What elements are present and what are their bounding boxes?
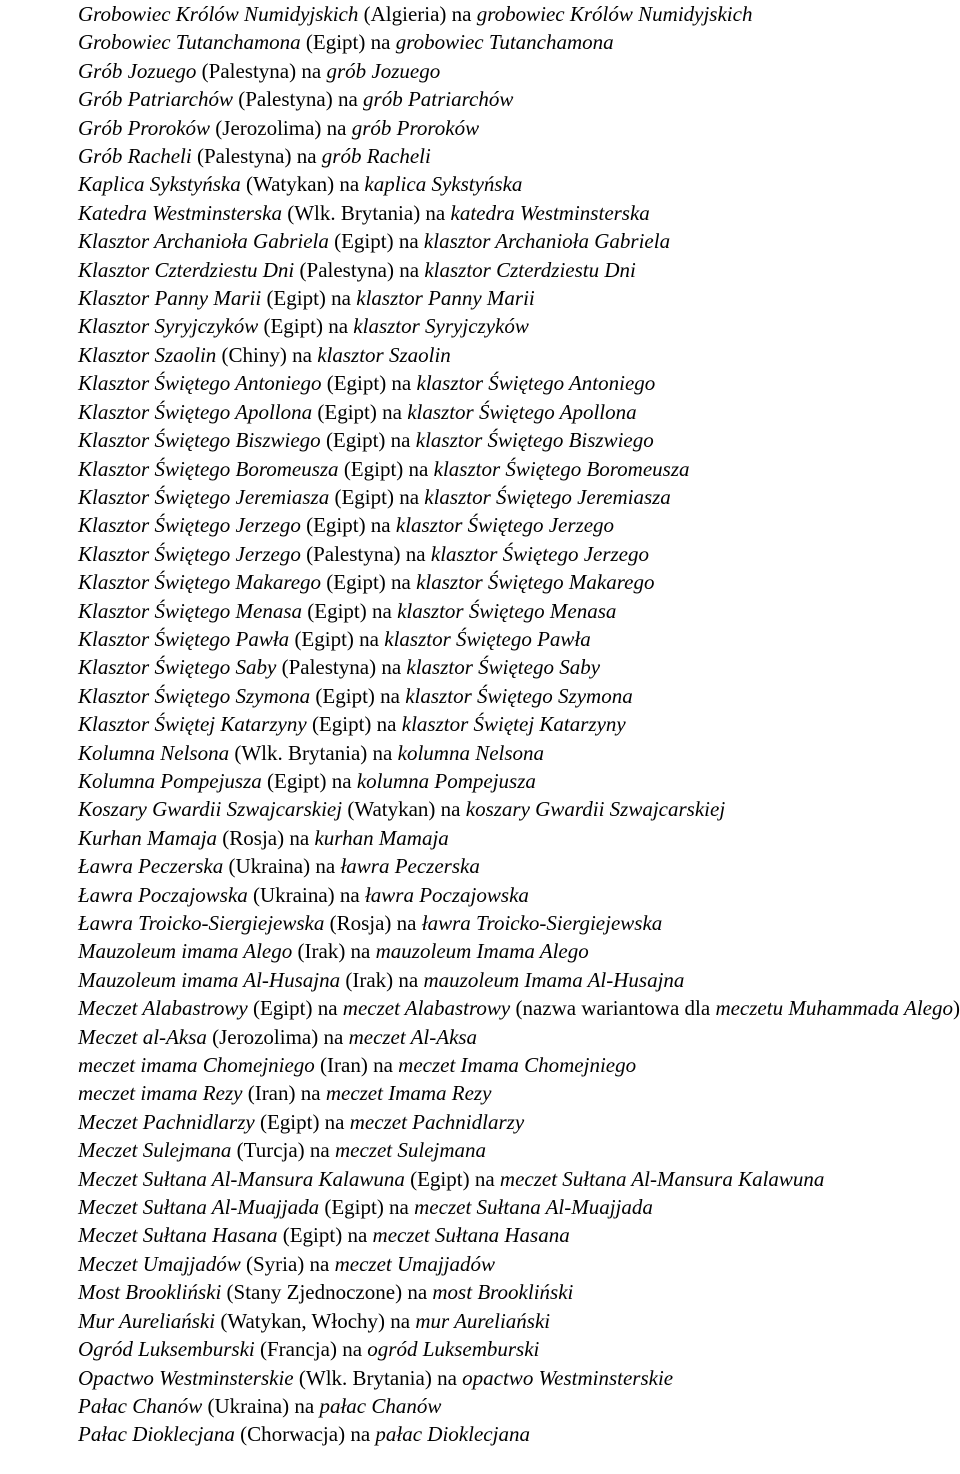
entry-line (0, 0, 960, 28)
entry-line (0, 1108, 960, 1136)
entry-term: klasztor Świętego Jerzego (395, 513, 615, 538)
entry-connector: (Egipt) na (300, 513, 396, 538)
entry-line (0, 1221, 960, 1249)
entry-term: Ogród Luksemburski (78, 1337, 255, 1362)
entry-term: meczet Alabastrowy (342, 996, 511, 1021)
entry-term: meczet Al-Aksa (348, 1024, 478, 1049)
entry-term: mauzoleum Imama Alego (375, 939, 589, 964)
entry-line (0, 625, 960, 653)
entry-connector: (Rosja) na (217, 825, 315, 850)
entry-term: pałac Dioklecjana (375, 1422, 530, 1447)
entry-term: Ławra Troicko-Siergiejewska (78, 911, 325, 935)
entry-connector: (Francja) na (254, 1337, 368, 1362)
entry-term: Ławra Poczajowska (78, 882, 248, 907)
entry-term: klasztor Świętego Jerzego (430, 541, 650, 566)
entry-connector: (Egipt) na (254, 1109, 350, 1134)
entry-connector: (Ukraina) na (247, 882, 365, 907)
entry-term: Meczet Alabastrowy (78, 996, 248, 1021)
entry-term: mur Aureliański (415, 1308, 551, 1333)
entry-connector: (Egipt) na (247, 996, 343, 1021)
entry-connector: (Wlk. Brytania) na (281, 200, 451, 225)
entry-term: grobowiec Królów Numidyjskich (476, 2, 753, 26)
entry-term: klasztor Świętego Apollona (407, 399, 637, 424)
entry-term: meczet Sułtana Al-Muajjada (414, 1195, 653, 1220)
entry-line (0, 1307, 960, 1335)
entry-line (0, 1193, 960, 1221)
entry-connector: (Egipt) na (329, 484, 425, 509)
entry-term: klasztor Syryjczyków (353, 314, 529, 339)
entry-term: Kurhan Mamaja (78, 825, 218, 850)
entry-term: Koszary Gwardii Szwajcarskiej (78, 797, 343, 822)
entry-connector: (Irak) na (292, 939, 376, 964)
entry-term: klasztor Świętego Makarego (416, 570, 655, 595)
entry-term: Kolumna Nelsona (78, 740, 230, 765)
entry-connector: (Palestyna) na (196, 58, 327, 83)
entry-connector: (Watykan) na (240, 172, 365, 197)
entry-term: Klasztor Świętego Pawła (78, 626, 290, 651)
entry-term: Klasztor Świętego Apollona (78, 399, 313, 424)
entry-term: klasztor Świętego Szymona (405, 683, 633, 708)
entry-term: Meczet Sułtana Hasana (78, 1223, 278, 1248)
entry-line (0, 568, 960, 596)
entry-term: ławra Poczajowska (364, 882, 529, 907)
entry-term: grobowiec Tutanchamona (395, 30, 614, 55)
entry-line (0, 1392, 960, 1420)
entry-term: Klasztor Świętego Jeremiasza (78, 484, 330, 509)
entry-connector: (Wlk. Brytania) na (229, 740, 398, 765)
entry-connector: (Turcja) na (231, 1138, 335, 1163)
entry-term: Grobowiec Tutanchamona (78, 30, 301, 55)
entry-term: ogród Luksemburski (367, 1337, 540, 1362)
entry-term: klasztor Archanioła Gabriela (423, 229, 671, 254)
entry-term: kaplica Sykstyńska (364, 172, 523, 197)
entry-connector: (Egipt) na (320, 428, 416, 453)
entry-term: grób Patriarchów (363, 87, 514, 112)
entry-connector: (Egipt) na (338, 456, 434, 481)
entry-line (0, 114, 960, 142)
entry-connector: (Rosja) na (324, 911, 422, 935)
entry-connector: (Egipt) na (328, 229, 424, 254)
entry-term: meczet Imama Rezy (325, 1081, 492, 1106)
entry-connector: (Jerozolima) na (206, 1024, 349, 1049)
entry-term: kolumna Pompejusza (356, 768, 536, 793)
entry-term: klasztor Świętego Pawła (384, 626, 591, 651)
entry-term: meczet imama Rezy (78, 1081, 243, 1106)
entry-connector: (Egipt) na (404, 1166, 500, 1191)
entry-line (0, 199, 960, 227)
entry-term: kolumna Nelsona (397, 740, 545, 765)
entry-line (0, 85, 960, 113)
entry-connector: (Iran) na (314, 1053, 399, 1078)
entry-connector: (Egipt) na (312, 399, 408, 424)
entry-term: klasztor Świętej Katarzyny (401, 712, 626, 737)
entry-connector: (Watykan) na (342, 797, 466, 822)
entry-term: Mur Aureliański (78, 1308, 216, 1333)
entry-term: Klasztor Panny Marii (78, 286, 262, 311)
entry-term: Mauzoleum imama Alego (78, 939, 293, 964)
entry-line (0, 739, 960, 767)
entry-line (0, 28, 960, 56)
entry-connector: (Palestyna) na (294, 257, 425, 282)
entry-term: meczet Umajjadów (334, 1251, 496, 1276)
entry-connector: (Egipt) na (321, 371, 417, 396)
entry-line (0, 909, 960, 937)
entry-connector: (Irak) na (340, 967, 424, 992)
entry-term: Meczet Sulejmana (78, 1138, 232, 1163)
entry-line (0, 142, 960, 170)
entry-line (0, 994, 960, 1022)
entry-line (0, 398, 960, 426)
entry-connector: (Palestyna) na (300, 541, 431, 566)
entry-term: Klasztor Świętego Biszwiego (78, 428, 321, 453)
entry-line (0, 1335, 960, 1363)
entry-term: Kolumna Pompejusza (78, 768, 262, 793)
entry-term: Ławra Peczerska (78, 854, 224, 879)
entry-term: Grób Jozuego (78, 58, 197, 83)
entry-term: Grób Proroków (78, 115, 211, 140)
entry-term: katedra Westminsterska (450, 200, 650, 225)
entry-line (0, 426, 960, 454)
entry-term: Grobowiec Królów Numidyjskich (78, 2, 359, 26)
entry-line (0, 1136, 960, 1164)
entry-term: Klasztor Świętego Menasa (78, 598, 302, 623)
entry-term: Mauzoleum imama Al-Husajna (78, 967, 341, 992)
entry-term: Meczet Pachnidlarzy (78, 1109, 255, 1134)
entry-line (0, 511, 960, 539)
entry-line (0, 824, 960, 852)
entry-line (0, 597, 960, 625)
entry-term: Grób Patriarchów (78, 87, 233, 112)
entry-term: grób Proroków (351, 115, 480, 140)
entry-line (0, 1079, 960, 1107)
entry-connector: (Egipt) na (261, 768, 357, 793)
entry-line (0, 540, 960, 568)
entry-line (0, 284, 960, 312)
entry-term: Klasztor Świętego Antoniego (78, 371, 322, 396)
entry-connector: (Egipt) na (258, 314, 354, 339)
entry-term: mauzoleum Imama Al-Husajna (423, 967, 685, 992)
entry-term: klasztor Czterdziestu Dni (424, 257, 636, 282)
entry-connector: (Iran) na (242, 1081, 326, 1106)
entry-line (0, 256, 960, 284)
entry-term: Meczet Umajjadów (78, 1251, 241, 1276)
entry-connector: (Watykan, Włochy) na (215, 1308, 416, 1333)
entry-term: Meczet al-Aksa (78, 1024, 207, 1049)
entry-term: klasztor Panny Marii (356, 286, 535, 311)
entry-term: Klasztor Syryjczyków (78, 314, 259, 339)
entry-term: Klasztor Świętego Makarego (78, 570, 322, 595)
entry-line (0, 710, 960, 738)
entry-term: Meczet Sułtana Al-Muajjada (78, 1195, 320, 1220)
entry-term: klasztor Świętego Saby (406, 655, 601, 680)
entry-connector: (Egipt) na (302, 598, 398, 623)
entry-term: klasztor Świętego Boromeusza (433, 456, 690, 481)
entry-line (0, 227, 960, 255)
entry-term: kurhan Mamaja (314, 825, 449, 850)
entry-connector: (Jerozolima) na (210, 115, 352, 140)
entry-connector: (Palestyna) na (232, 87, 364, 112)
entry-line (0, 312, 960, 340)
entry-term: Klasztor Szaolin (78, 342, 217, 367)
entry-term: Opactwo Westminsterskie (78, 1365, 294, 1390)
entry-connector: (Wlk. Brytania) na (293, 1365, 463, 1390)
entry-term: meczet Imama Chomejniego (398, 1053, 637, 1078)
entry-line (0, 1364, 960, 1392)
entry-term: Meczet Sułtana Al-Mansura Kalawuna (78, 1166, 405, 1191)
entry-term: klasztor Szaolin (317, 342, 451, 367)
entry-line (0, 1250, 960, 1278)
entry-term: Katedra Westminsterska (78, 200, 282, 225)
entry-connector: (Chiny) na (216, 342, 318, 367)
entry-term: klasztor Świętego Jeremiasza (424, 484, 671, 509)
entry-term: koszary Gwardii Szwajcarskiej (465, 797, 726, 822)
entry-term: Klasztor Świętego Jerzego (78, 513, 301, 538)
entry-term: Klasztor Archanioła Gabriela (78, 229, 329, 254)
entry-connector: (Egipt) na (300, 30, 396, 55)
entry-connector: (Ukraina) na (202, 1393, 320, 1418)
entry-term: klasztor Świętego Antoniego (416, 371, 656, 396)
entry-term: Grób Racheli (78, 144, 192, 169)
entry-term: most Brookliński (432, 1280, 574, 1305)
entry-connector: (Algieria) na (358, 2, 477, 26)
entry-term: Klasztor Świętego Saby (78, 655, 277, 680)
entry-connector: (nazwa wariantowa dla (510, 996, 716, 1021)
entry-line (0, 653, 960, 681)
entry-connector: (Stany Zjednoczone) na (221, 1280, 433, 1305)
entry-connector: (Egipt) na (261, 286, 357, 311)
entry-term: meczet imama Chomejniego (78, 1053, 315, 1078)
entry-connector: (Palestyna) na (191, 144, 322, 169)
entry-term: Klasztor Świętego Szymona (78, 683, 311, 708)
entry-line (0, 341, 960, 369)
entry-line (0, 767, 960, 795)
entry-term: klasztor Świętego Menasa (397, 598, 617, 623)
entry-line (0, 57, 960, 85)
entry-term: opactwo Westminsterskie (462, 1365, 674, 1390)
entry-term: ławra Troicko-Siergiejewska (421, 911, 663, 935)
entry-connector: (Egipt) na (321, 570, 417, 595)
entry-connector: (Egipt) na (319, 1195, 415, 1220)
entry-line (0, 1420, 960, 1448)
entry-term: meczet Sułtana Al-Mansura Kalawuna (499, 1166, 825, 1191)
entry-connector: (Syria) na (240, 1251, 335, 1276)
entry-connector: (Egipt) na (306, 712, 402, 737)
entry-term: ławra Peczerska (340, 854, 480, 879)
entry-term: pałac Chanów (319, 1393, 442, 1418)
entry-connector: (Chorwacja) na (234, 1422, 376, 1447)
entry-connector: (Palestyna) na (276, 655, 407, 680)
entry-line (0, 881, 960, 909)
entry-connector: (Ukraina) na (223, 854, 341, 879)
entry-term: Kaplica Sykstyńska (78, 172, 241, 197)
entry-term: grób Racheli (321, 144, 431, 169)
entry-connector: (Egipt) na (289, 626, 385, 651)
entry-term: Klasztor Świętej Katarzyny (78, 712, 307, 737)
entry-line (0, 483, 960, 511)
entry-term: meczet Sułtana Hasana (372, 1223, 570, 1248)
entry-term: meczet Pachnidlarzy (349, 1109, 525, 1134)
entry-line (0, 852, 960, 880)
entry-term: Pałac Dioklecjana (78, 1422, 235, 1447)
entry-line (0, 1023, 960, 1051)
entry-term: meczet Sulejmana (335, 1138, 487, 1163)
entry-line (0, 795, 960, 823)
entry-term: Klasztor Czterdziestu Dni (78, 257, 295, 282)
entry-line (0, 369, 960, 397)
entry-term: Most Brookliński (78, 1280, 222, 1305)
entry-line (0, 170, 960, 198)
entry-term: meczetu Muhammada Alego (715, 996, 953, 1021)
entry-connector: (Egipt) na (310, 683, 406, 708)
entry-line (0, 455, 960, 483)
entry-term: grób Jozuego (326, 58, 441, 83)
entry-term: Klasztor Świętego Jerzego (78, 541, 301, 566)
entry-line (0, 1051, 960, 1079)
entry-term: klasztor Świętego Biszwiego (415, 428, 654, 453)
entry-term: Pałac Chanów (78, 1393, 203, 1418)
entry-line (0, 682, 960, 710)
entry-term: Klasztor Świętego Boromeusza (78, 456, 339, 481)
entry-line (0, 1165, 960, 1193)
entry-connector: (Egipt) na (277, 1223, 373, 1248)
entry-connector: ) (953, 996, 960, 1021)
entry-line (0, 937, 960, 965)
entry-line (0, 966, 960, 994)
entry-line (0, 1278, 960, 1306)
